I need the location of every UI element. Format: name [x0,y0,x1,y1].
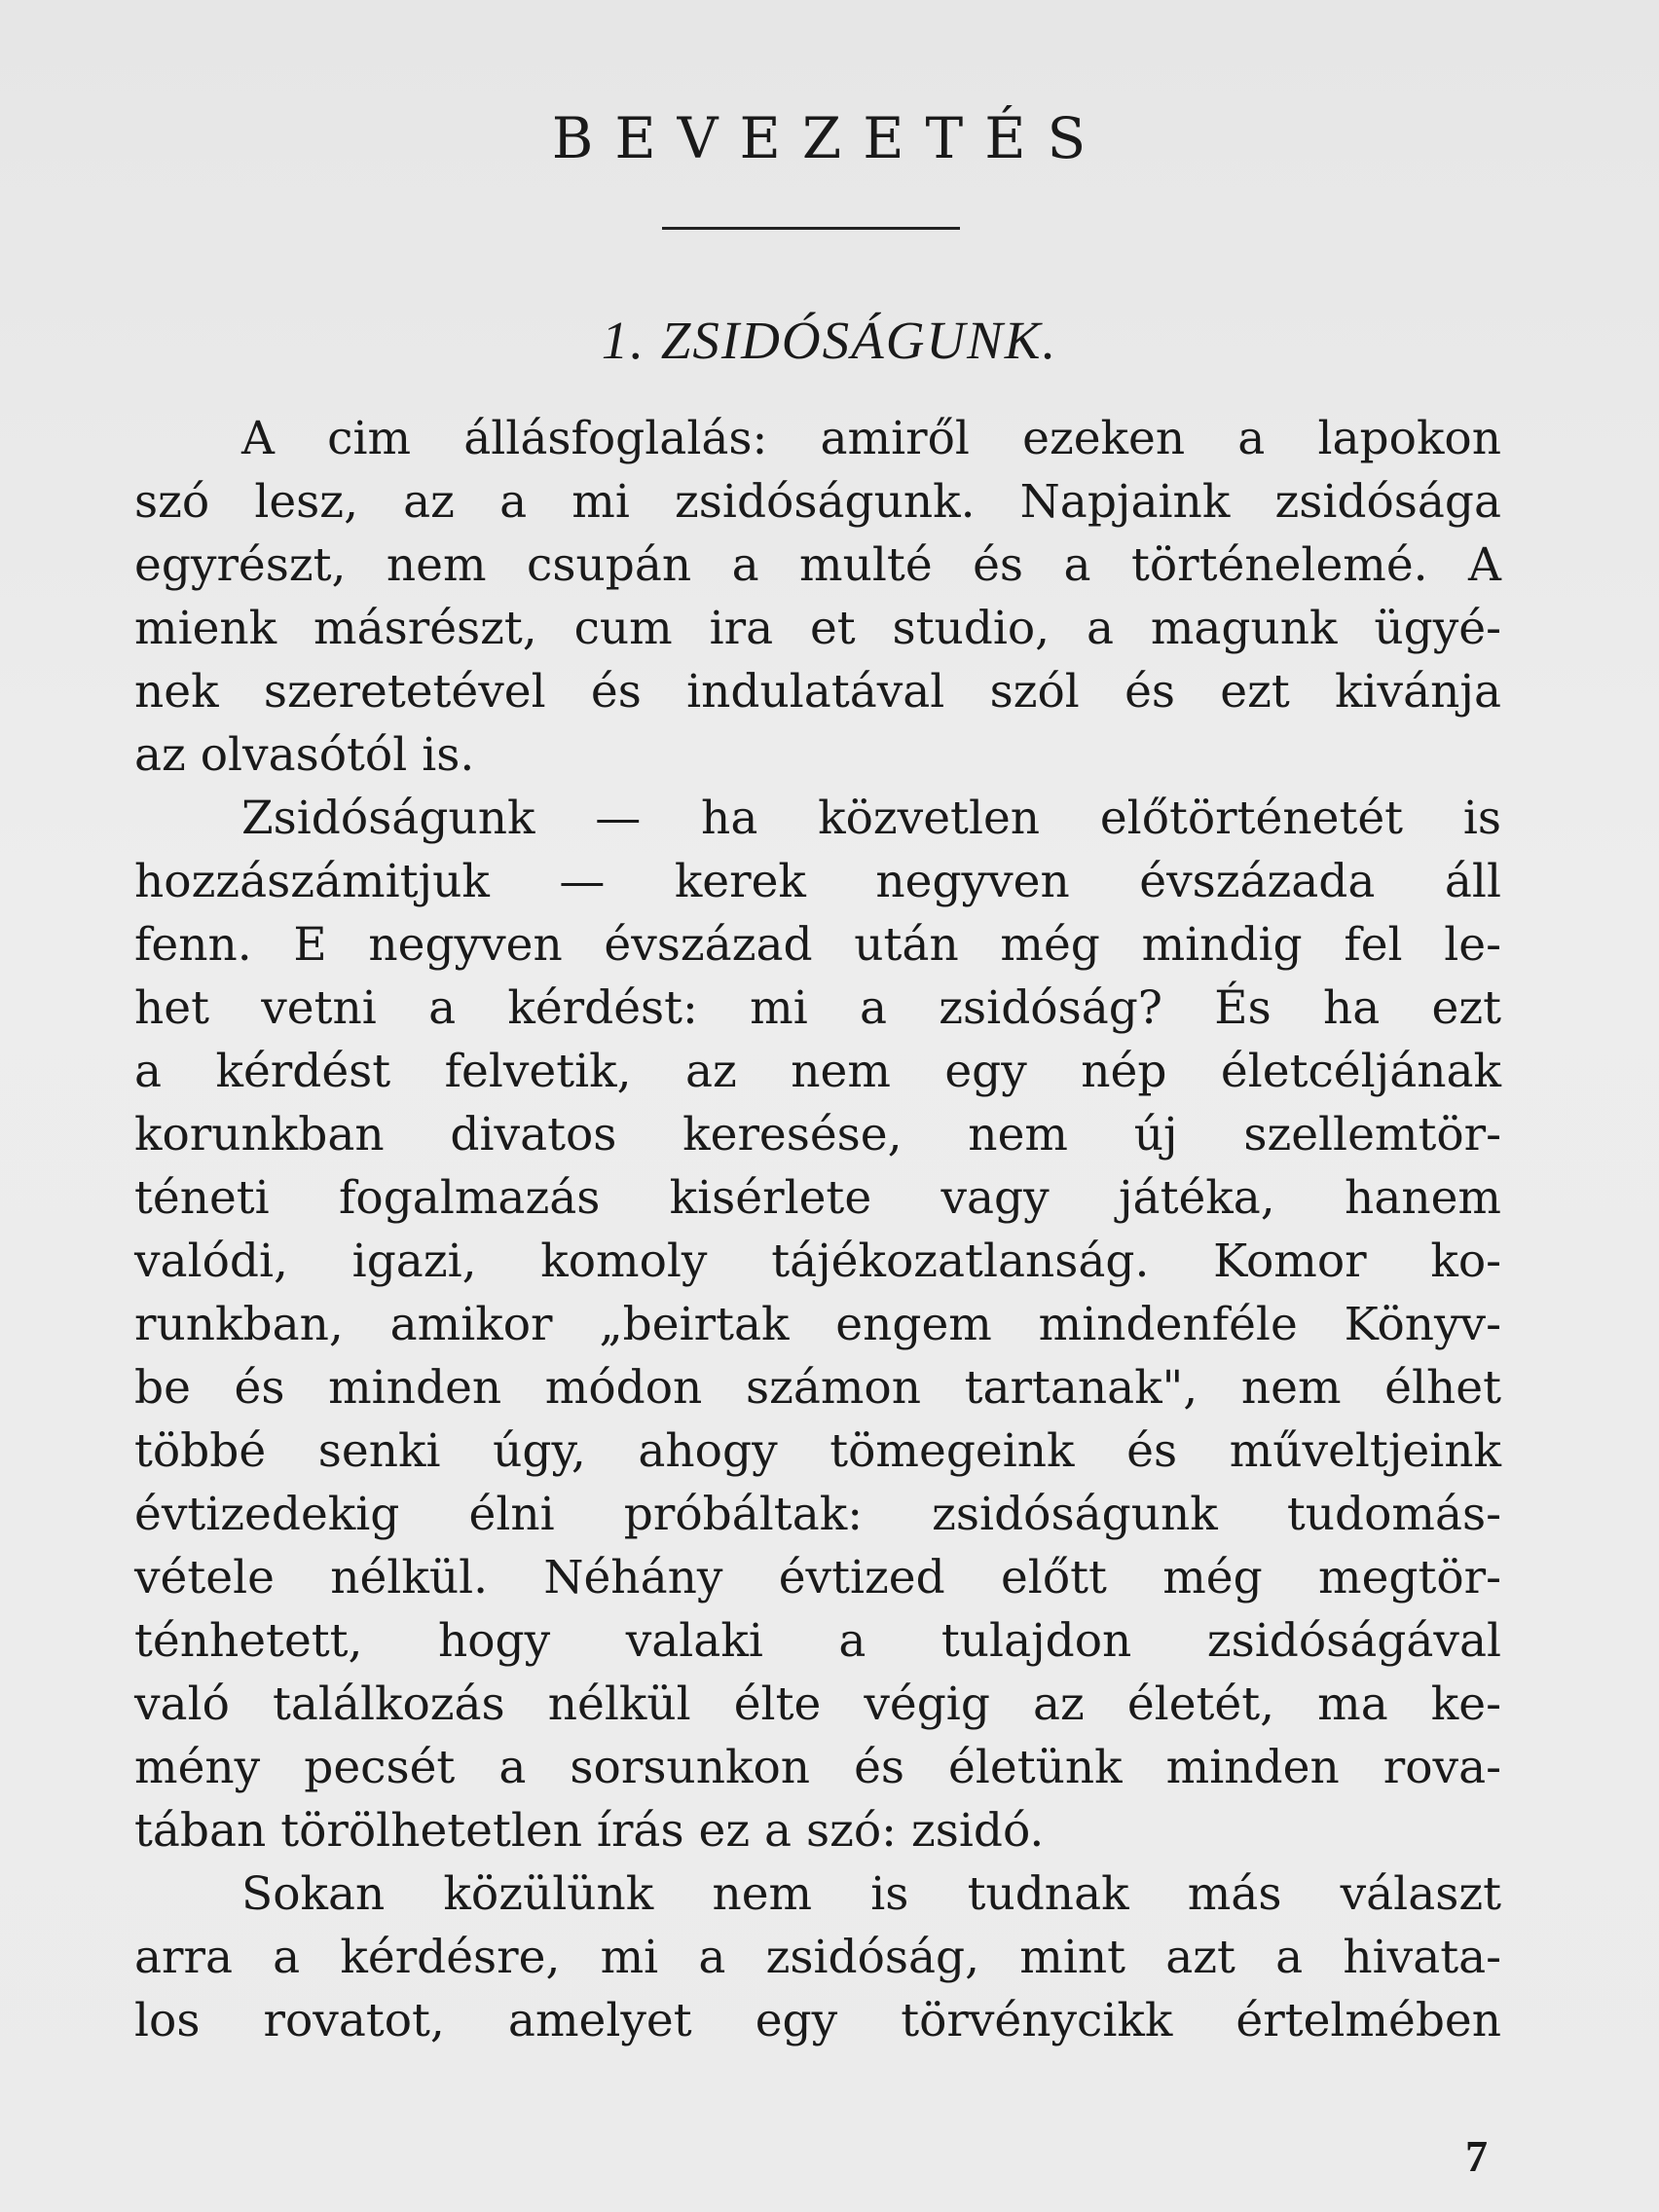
text-line: nek szeretetével és indulatával szól és ezt kivánja [134,665,1501,719]
text-line: ténhetett, hogy valaki a tulajdon zsidóságával [134,1614,1501,1668]
text-line: A cim állásfoglalás: amiről ezeken a lapokon [241,412,1501,465]
text-line: évtizedekig élni próbáltak: zsidóságunk tudomás- [134,1488,1501,1541]
text-line: mienk másrészt, cum ira et studio, a magunk ügyé- [134,602,1501,655]
text-line: het vetni a kérdést: mi a zsidóság? És ha ezt [134,981,1501,1035]
text-line: arra a kérdésre, mi a zsidóság, mint azt a hivata- [134,1931,1501,1984]
heading-divider [662,227,960,230]
text-line: hozzászámitjuk — kerek negyven évszázada áll [134,855,1501,908]
text-line: a kérdést felvetik, az nem egy nép életcéljának [134,1045,1501,1098]
text-line: téneti fogalmazás kisérlete vagy játéka, hanem [134,1171,1501,1225]
text-line: runkban, amikor „beirtak engem mindenféle Könyv- [134,1298,1501,1351]
text-line: egyrészt, nem csupán a multé és a történelemé. A [134,538,1501,592]
chapter-heading: BEVEZETÉS [551,105,1108,171]
text-line: Sokan közülünk nem is tudnak más választ [241,1867,1501,1921]
text-line: korunkban divatos keresése, nem új szellemtör- [134,1108,1501,1161]
text-line: való találkozás nélkül élte végig az életét, ma ke- [134,1677,1501,1731]
page-number: 7 [1465,2131,1488,2181]
text-line: tában törölhetetlen írás ez a szó: zsidó. [134,1804,1045,1858]
section-title: 1. ZSIDÓSÁGUNK. [601,311,1058,370]
text-line: az olvasótól is. [134,728,475,782]
text-line: vétele nélkül. Néhány évtized előtt még megtör- [134,1551,1501,1604]
text-line: be és minden módon számon tartanak", nem élhet [134,1361,1501,1415]
text-line: szó lesz, az a mi zsidóságunk. Napjaink zsidósága [134,475,1501,529]
text-line: mény pecsét a sorsunkon és életünk minden rova- [134,1741,1501,1794]
text-line: többé senki úgy, ahogy tömegeink és műveltjeink [134,1424,1501,1478]
text-line: valódi, igazi, komoly tájékozatlanság. Komor ko- [134,1235,1501,1288]
text-line: Zsidóságunk — ha közvetlen előtörténetét is [241,792,1501,845]
text-line: los rovatot, amelyet egy törvénycikk értelmében [134,1994,1501,2047]
text-line: fenn. E negyven évszázad után még mindig fel le- [134,918,1501,972]
